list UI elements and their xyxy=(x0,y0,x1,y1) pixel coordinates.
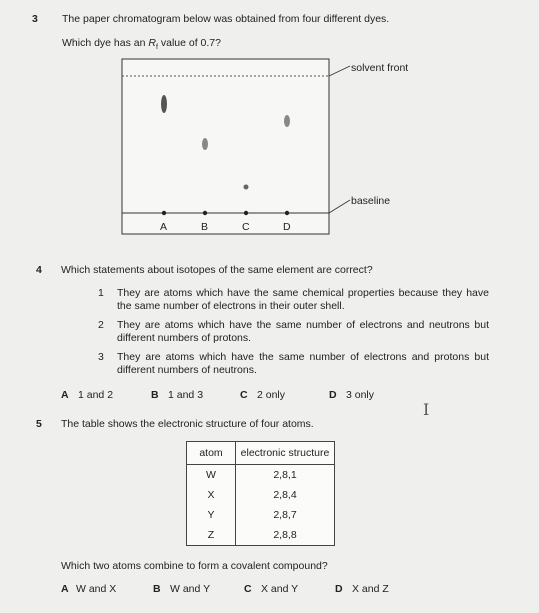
q5-intro: The table shows the electronic structure of four atoms. xyxy=(61,418,314,430)
q5-number: 5 xyxy=(36,418,42,430)
baseline-label: baseline xyxy=(351,195,391,207)
statement-2-text: They are atoms which have the same number of electrons and neutrons but different numbers of protons. xyxy=(117,319,489,344)
spot-c xyxy=(244,185,249,190)
table-row xyxy=(187,505,335,525)
statement-1-number: 1 xyxy=(98,287,104,299)
atom-cell: W xyxy=(187,465,236,486)
chromatography-paper xyxy=(122,59,329,234)
q5-option-c-text: X and Y xyxy=(261,583,299,595)
spot-b xyxy=(202,138,208,150)
atom-cell: X xyxy=(187,485,236,505)
q5-question: Which two atoms combine to form a covalent compound? xyxy=(61,560,328,572)
q4-option-c-text: 2 only xyxy=(257,389,286,401)
statement-2-number: 2 xyxy=(98,319,104,331)
origin-dot-a xyxy=(162,211,166,215)
statement-1-text: They are atoms which have the same chemical properties because they have the same number of electrons in their outer shell. xyxy=(117,287,489,312)
q3-question: Which dye has an $R_f$ value of 0.7? xyxy=(62,37,221,52)
structure-cell: 2,8,8 xyxy=(236,525,335,546)
dye-label-a: A xyxy=(160,221,168,233)
q4-option-c-letter: C xyxy=(240,389,248,401)
origin-dot-c xyxy=(244,211,248,215)
q4-option-b-letter: B xyxy=(151,389,159,401)
q5-option-a-text: W and X xyxy=(76,583,117,595)
spot-a xyxy=(161,95,167,113)
q4-option-a-text: 1 and 2 xyxy=(78,389,114,401)
table-row xyxy=(187,525,335,546)
q4-option-b-text: 1 and 3 xyxy=(168,389,204,401)
atom-cell: Y xyxy=(187,505,236,525)
q3-intro: The paper chromatogram below was obtained from four different dyes. xyxy=(62,13,390,25)
table-row xyxy=(187,485,335,505)
header-atom: atom xyxy=(187,442,236,465)
chromatogram-diagram xyxy=(110,52,430,242)
q3-number: 3 xyxy=(32,13,38,25)
electronic-structure-table xyxy=(186,441,335,546)
q5-option-d-text: X and Z xyxy=(352,583,389,595)
solvent-front-pointer xyxy=(329,66,350,76)
q5-option-b-letter: B xyxy=(153,583,161,595)
q4-option-a-letter: A xyxy=(61,389,69,401)
table-header-row xyxy=(187,442,335,465)
header-electronic-structure: electronic structure xyxy=(236,442,335,465)
structure-cell: 2,8,1 xyxy=(236,465,335,486)
origin-dot-d xyxy=(285,211,289,215)
q4-option-d-letter: D xyxy=(329,389,337,401)
table-row xyxy=(187,465,335,486)
dye-label-b: B xyxy=(201,221,209,233)
q4-question: Which statements about isotopes of the same element are correct? xyxy=(61,264,373,276)
structure-cell: 2,8,7 xyxy=(236,505,335,525)
structure-cell: 2,8,4 xyxy=(236,485,335,505)
text-cursor-icon: I xyxy=(423,400,430,419)
baseline-pointer xyxy=(329,200,350,213)
solvent-front-label: solvent front xyxy=(351,62,409,74)
spot-d xyxy=(284,115,290,127)
q5-option-a-letter: A xyxy=(61,583,69,595)
q5-option-d-letter: D xyxy=(335,583,343,595)
q4-option-d-text: 3 only xyxy=(346,389,375,401)
statement-3-number: 3 xyxy=(98,351,104,363)
dye-label-c: C xyxy=(242,221,250,233)
q5-option-c-letter: C xyxy=(244,583,252,595)
q4-number: 4 xyxy=(36,264,42,276)
dye-label-d: D xyxy=(283,221,291,233)
q5-option-b-text: W and Y xyxy=(170,583,211,595)
statement-3-text: They are atoms which have the same number of electrons and protons but different numbers of neutrons. xyxy=(117,351,489,376)
origin-dot-b xyxy=(203,211,207,215)
atom-cell: Z xyxy=(187,525,236,546)
